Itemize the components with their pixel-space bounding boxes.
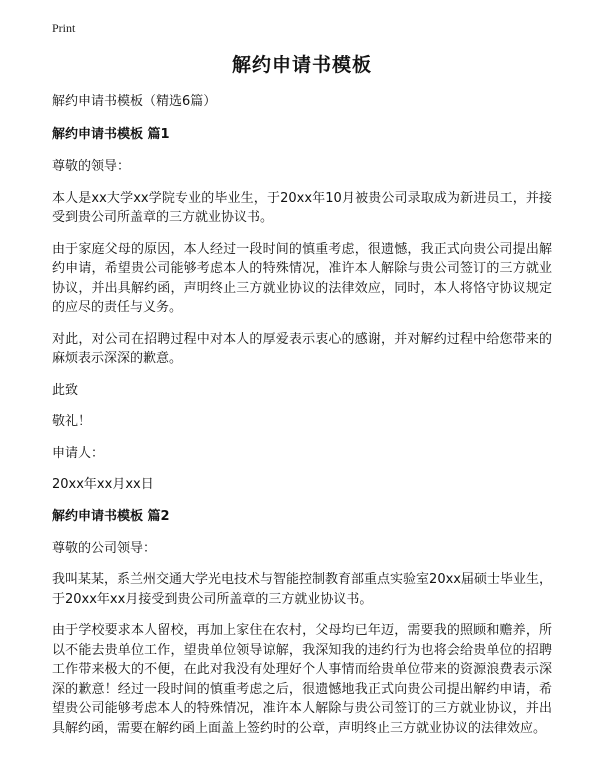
closing-jingli: 敬礼！ [52,414,92,429]
document-subtitle: 解约申请书模板（精选6篇） [52,94,217,109]
section-heading-2: 解约申请书模板 篇2 [52,508,170,524]
paragraph-2-1: 我叫某某，系兰州交通大学光电技术与智能控制教育部重点实验室20xx届硕士毕业生，于20xx年xx月接受到贵公司所盖章的三方就业协议书。 [52,572,552,607]
date-line: 20xx年xx月xx日 [52,477,154,492]
paragraph-1-2: 由于家庭父母的原因，本人经过一段时间的慎重考虑，很遗憾，我正式向贵公司提出解约申请，希望贵公司能够考虑本人的特殊情况，准许本人解除与贵公司签订的三方就业协议，并出具解约函，声明终止三方就业协议的法律效应，同时，本人将恪守协议规定的应尽的责任与义务。 [52,241,552,315]
closing-cizhi: 此致 [52,382,79,398]
salutation-2: 尊敬的公司领导： [52,540,157,556]
applicant-label: 申请人： [52,445,105,461]
paragraph-2-2: 由于学校要求本人留校，再加上家住在农村，父母均已年迈，需要我的照顾和赡养，所以不能去贵单位工作，望贵单位领导谅解，我深知我的违约行为也将会给贵单位的招聘工作带来极大的不便，在此对我没有处理好个人事情而给贵单位带来的资源浪费表示深深的歉意！经过一段时间的慎重考虑之后，很遗憾地我正式向贵公司提出解约申请，希望贵公司能够考虑本人的特殊情况，准许本人解除与贵公司签订的三方就业协议，并出具解约函，需要在解约函上面盖上签约时的公章，声明终止三方就业协议的法律效应。 [52,623,552,736]
document-title: 解约申请书模板 [231,54,372,76]
document-body [52,52,552,750]
print-link[interactable]: Print [52,21,76,35]
paragraph-1-3: 对此，对公司在招聘过程中对本人的厚爱表示衷心的感谢，并对解约过程中给您带来的麻烦表示深深的歉意。 [52,331,552,366]
paragraph-1-1: 本人是xx大学xx学院专业的毕业生，于20xx年10月被贵公司录取成为新进员工，并接受到贵公司所盖章的三方就业协议书。 [52,190,552,225]
section-heading-1: 解约申请书模板 篇1 [52,127,170,142]
salutation-1: 尊敬的领导： [52,159,131,174]
